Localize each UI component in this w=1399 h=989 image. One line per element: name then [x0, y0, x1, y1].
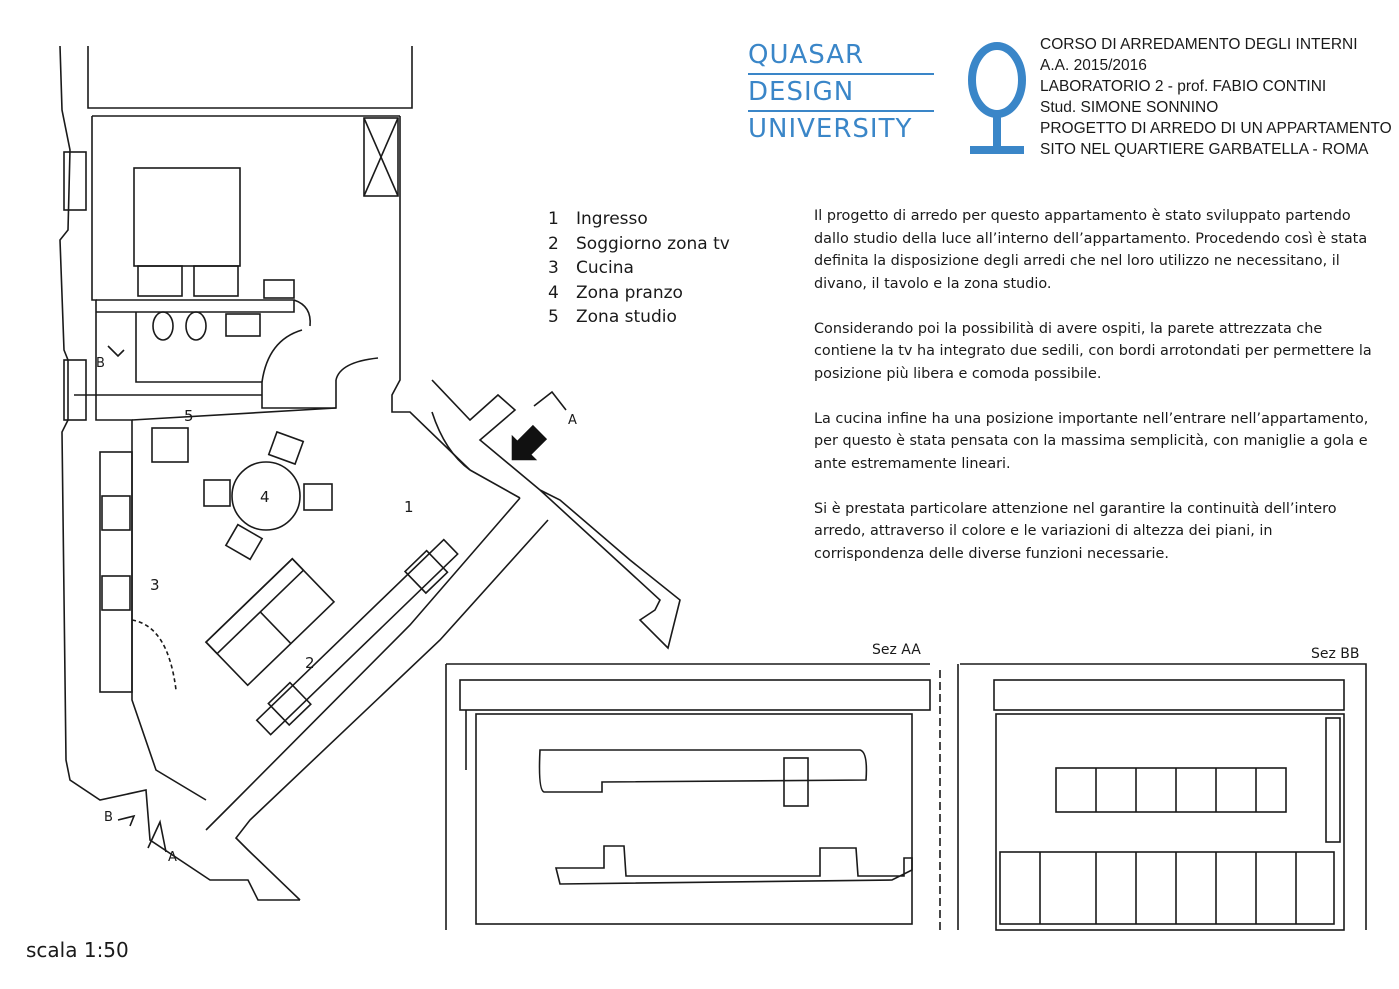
legend-label: Cucina	[576, 258, 634, 279]
entrance-arrow-icon	[499, 419, 553, 473]
wall-top	[88, 46, 412, 108]
room-number-2: 2	[305, 654, 315, 672]
kitchen-door	[132, 620, 176, 690]
section-bb-label: Sez BB	[1311, 646, 1360, 662]
studio-chair	[152, 428, 188, 462]
wall-bath-curve	[294, 300, 310, 326]
quasar-q-icon	[966, 38, 1028, 158]
description-paragraph: La cucina infine ha una posizione importante nell’entrare nell’appartamento, per questo è stata pensata con la massima semplicità, con maniglie a gola e ante estremamente lineari.	[814, 410, 1369, 472]
cut-label-a-top: A	[568, 413, 577, 428]
legend-item	[548, 232, 730, 257]
project-description	[814, 205, 1374, 588]
wall-inner-left	[92, 116, 206, 800]
cut-label-a-bottom: A	[168, 850, 177, 865]
course-info	[1040, 34, 1392, 160]
cut-a-bottom	[148, 822, 166, 852]
sofa	[206, 559, 334, 686]
logo-line-2: DESIGN	[748, 75, 934, 112]
section-aa-label: Sez AA	[872, 642, 921, 658]
year-line: A.A. 2015/2016	[1040, 57, 1147, 74]
cut-label-b-bottom: B	[104, 810, 113, 825]
kitchen-hob	[102, 576, 130, 610]
nightstand-left	[138, 266, 182, 296]
room-legend	[548, 207, 730, 330]
legend-label: Ingresso	[576, 209, 648, 229]
section-bb	[940, 664, 1366, 930]
legend-item	[548, 256, 730, 281]
cut-b-bottom	[118, 816, 134, 826]
description-paragraph: Considerando poi la possibilità di avere ospiti, la parete attrezzata che contiene la tv ha integrato due sedili, con bordi arrotondati per permettere la posizione più libera e comoda possibile.	[814, 320, 1372, 382]
wall-studio-top	[132, 408, 336, 420]
chair-1	[269, 432, 304, 464]
legend-label: Zona pranzo	[576, 282, 683, 303]
toilet	[153, 312, 173, 340]
legend-num: 3	[548, 258, 559, 279]
kitchen-sink	[102, 496, 130, 530]
room-number-5: 5	[184, 407, 194, 425]
bidet	[186, 312, 206, 340]
wall-bathroom	[96, 300, 294, 312]
description-paragraph: Il progetto di arredo per questo appartamento è stato sviluppato partendo dallo studio della luce all’interno dell’appartamento. Procedendo così è stata definita la disposizione degli arredi che nel loro utilizzo ne necessitano, il divano, il tavolo e la zona studio.	[814, 208, 1368, 292]
wall-bath-bottom	[136, 312, 336, 408]
legend-num: 2	[548, 233, 559, 254]
project-line: PROGETTO DI ARREDO DI UN APPARTAMENTO	[1040, 120, 1392, 137]
legend-item	[548, 305, 730, 330]
section-aa	[446, 664, 930, 930]
legend-label: Soggiorno zona tv	[576, 233, 730, 254]
lab-line: LABORATORIO 2 - prof. FABIO CONTINI	[1040, 78, 1327, 95]
room-number-4: 4	[260, 488, 270, 506]
kitchen-counter	[100, 452, 132, 692]
door-entry	[336, 358, 378, 380]
scale-label: scala 1:50	[26, 938, 129, 962]
student-line: Stud. SIMONE SONNINO	[1040, 99, 1219, 116]
door-bathroom	[262, 330, 302, 382]
location-line: SITO NEL QUARTIERE GARBATELLA - ROMA	[1040, 141, 1369, 158]
logo-line-1: QUASAR	[748, 38, 934, 75]
bed	[134, 168, 240, 266]
cut-b-top	[108, 346, 124, 356]
door-main	[470, 470, 520, 498]
nightstand-right	[194, 266, 238, 296]
legend-label: Zona studio	[576, 307, 677, 328]
legend-item	[548, 207, 730, 232]
logo-line-3: UNIVERSITY	[748, 114, 913, 144]
chair-2	[204, 480, 230, 506]
chair-3	[304, 484, 332, 510]
window-bedroom	[64, 152, 86, 210]
quasar-logo	[748, 38, 934, 147]
course-line: CORSO DI ARREDAMENTO DEGLI INTERNI	[1040, 36, 1358, 53]
cut-a-top	[534, 392, 566, 410]
shelf-bedroom	[264, 280, 294, 298]
legend-num: 5	[548, 307, 559, 328]
legend-num: 1	[548, 209, 559, 229]
room-number-1: 1	[404, 498, 414, 516]
chair-4	[226, 525, 262, 560]
cut-label-b-top: B	[96, 356, 105, 371]
sink	[226, 314, 260, 336]
legend-num: 4	[548, 282, 559, 303]
door-arc	[432, 412, 470, 470]
room-number-3: 3	[150, 576, 160, 594]
legend-item	[548, 281, 730, 306]
wall-bedroom-right	[392, 116, 470, 470]
description-paragraph: Si è prestata particolare attenzione nel garantire la continuità dell’intero arredo, attraverso il colore e le variazioni di altezza dei piani, in corrispondenza delle diverse funzioni necessarie.	[814, 500, 1337, 562]
